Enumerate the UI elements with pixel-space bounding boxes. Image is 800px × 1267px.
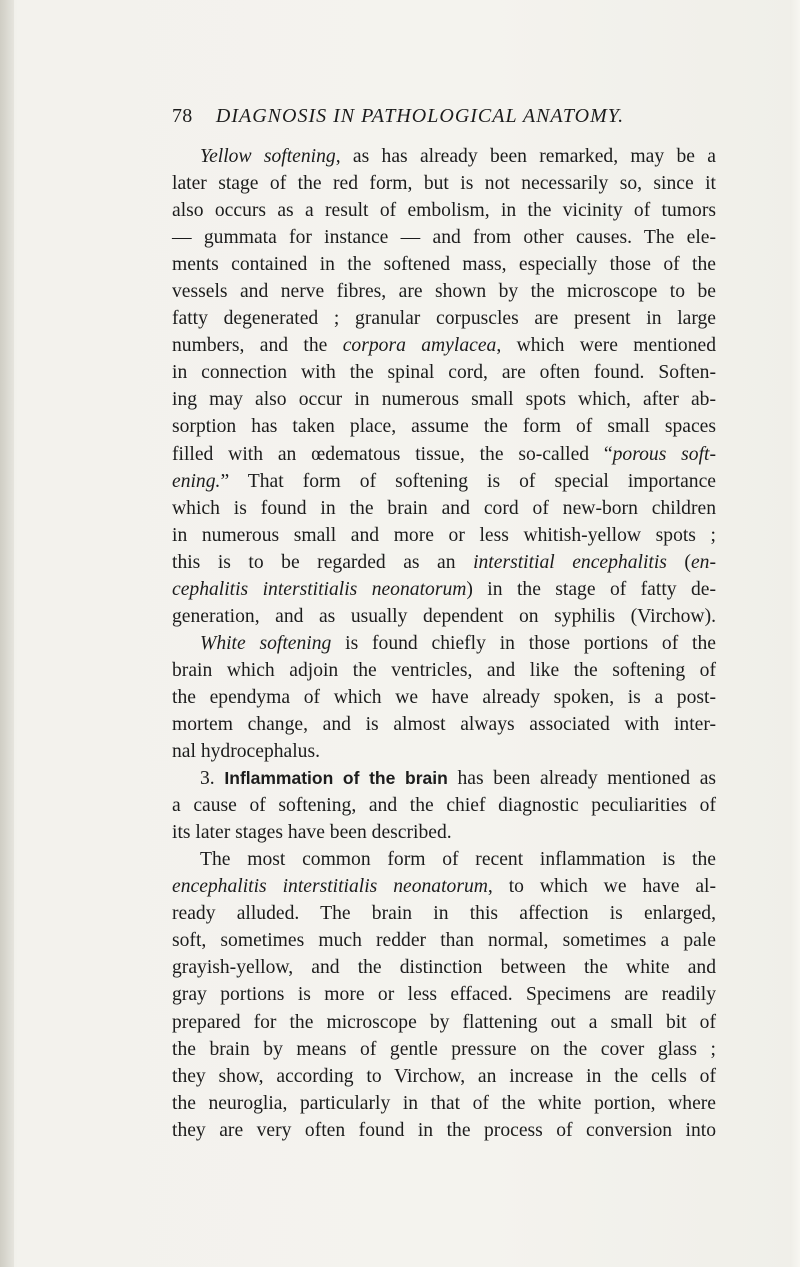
text-run: ) in the stage of fatty de- xyxy=(466,578,716,600)
text-line xyxy=(172,143,716,170)
text-line xyxy=(172,224,716,251)
text-run: ments contained in the softened mass, especially those of the xyxy=(172,254,716,276)
italic-term: White softening xyxy=(200,632,332,654)
text-line xyxy=(172,1090,716,1117)
text-line xyxy=(172,305,716,332)
text-run: brain which adjoin the ventricles, and like the softening of xyxy=(172,659,716,681)
text-run: in numerous small and more or less whitish-yellow spots ; xyxy=(172,524,716,546)
text-line xyxy=(172,468,716,495)
text-line xyxy=(172,603,716,630)
text-run: the brain by means of gentle pressure on the cover glass ; xyxy=(172,1038,716,1060)
text-run: later stage of the red form, but is not necessarily so, since it xyxy=(172,173,716,195)
text-line xyxy=(172,251,716,278)
text-run: ” That form of softening is of special importance xyxy=(220,470,716,492)
text-line xyxy=(172,549,716,576)
text-run: in connection with the spinal cord, are often found. Soften- xyxy=(172,362,716,384)
text-line xyxy=(172,684,716,711)
text-line xyxy=(172,332,716,359)
running-title: DIAGNOSIS IN PATHOLOGICAL ANATOMY. xyxy=(215,105,625,127)
text-line xyxy=(172,278,716,305)
binding-shadow xyxy=(0,0,14,1267)
italic-term: porous soft- xyxy=(612,443,716,465)
italic-term: cephalitis interstitialis neonatorum xyxy=(172,578,467,600)
text-line xyxy=(172,630,716,657)
text-run: they are very often found in the process of conversion into xyxy=(172,1119,716,1141)
text-run: ( xyxy=(666,551,691,573)
section-heading: Inflammation of the brain xyxy=(224,768,448,789)
text-line xyxy=(172,386,716,413)
text-line xyxy=(172,441,716,468)
text-line xyxy=(172,1036,716,1063)
running-header xyxy=(172,101,712,131)
text-run: , as has already been remarked, may be a xyxy=(335,146,716,167)
text-run: filled with an œdematous tissue, the so-called “ xyxy=(172,443,613,465)
text-line xyxy=(172,1117,716,1144)
text-run: — gummata for instance — and from other causes. The ele- xyxy=(172,227,716,249)
page-number: 78 xyxy=(172,105,193,127)
italic-term: interstitial encephalitis xyxy=(473,551,667,573)
text-line xyxy=(172,792,716,819)
text-line xyxy=(172,1009,716,1036)
text-run: nal hydrocephalus. xyxy=(172,741,320,763)
text-run: , to which we have al- xyxy=(487,876,717,898)
text-line xyxy=(172,522,716,549)
text-run: , which were mentioned xyxy=(496,335,717,357)
text-line xyxy=(172,711,716,738)
text-run: also occurs as a result of embolism, in the vicinity of tumors xyxy=(172,200,716,222)
text-run: its later stages have been described. xyxy=(172,822,452,844)
italic-term: corpora amylacea xyxy=(342,335,497,357)
italic-term: encephalitis interstitialis neonatorum xyxy=(172,876,488,898)
page-edge xyxy=(790,0,800,1267)
text-run: a cause of softening, and the chief diagnostic peculiarities of xyxy=(172,795,716,817)
text-run: is found chiefly in those portions of the xyxy=(331,632,716,654)
text-run: this is to be regarded as an xyxy=(172,551,474,573)
text-line xyxy=(172,1063,716,1090)
text-run: the ependyma of which we have already spoken, is a post- xyxy=(172,686,716,708)
text-line xyxy=(172,873,716,900)
text-line xyxy=(172,359,716,386)
text-run: which is found in the brain and cord of new-born children xyxy=(172,497,716,519)
body-text xyxy=(172,143,716,1144)
text-run: the neuroglia, particularly in that of the white portion, where xyxy=(172,1092,716,1114)
text-line xyxy=(172,819,716,846)
text-run: grayish-yellow, and the distinction between the white and xyxy=(172,957,716,979)
text-run: 3. xyxy=(200,768,225,790)
text-run: numbers, and the xyxy=(172,335,343,357)
text-line xyxy=(172,900,716,927)
text-line xyxy=(172,170,716,197)
text-line xyxy=(172,495,716,522)
text-line xyxy=(172,927,716,954)
text-run: fatty degenerated ; granular corpuscles are present in large xyxy=(172,308,716,330)
text-line xyxy=(172,765,716,792)
text-run: vessels and nerve fibres, are shown by the microscope to be xyxy=(172,281,716,303)
text-run: sorption has taken place, assume the form of small spaces xyxy=(172,416,716,438)
text-line xyxy=(172,738,716,765)
text-run: The most common form of recent inflammation is the xyxy=(200,849,716,871)
italic-term: en- xyxy=(690,551,716,573)
text-line xyxy=(172,846,716,873)
italic-term: Yellow softening xyxy=(200,146,336,167)
text-run: gray portions is more or less effaced. Specimens are readily xyxy=(172,984,716,1006)
text-run: soft, sometimes much redder than normal, sometimes a pale xyxy=(172,930,716,952)
text-line xyxy=(172,576,716,603)
text-run: mortem change, and is almost always associated with inter- xyxy=(172,713,716,735)
text-line xyxy=(172,981,716,1008)
italic-term: ening. xyxy=(172,470,221,492)
text-run: they show, according to Virchow, an increase in the cells of xyxy=(172,1065,716,1087)
text-line xyxy=(172,954,716,981)
text-run: ready alluded. The brain in this affection is enlarged, xyxy=(172,903,716,925)
text-run: has been already mentioned as xyxy=(447,768,717,790)
text-line xyxy=(172,197,716,224)
text-line xyxy=(172,657,716,684)
text-run: generation, and as usually dependent on syphilis (Virchow). xyxy=(172,605,716,627)
text-line xyxy=(172,413,716,440)
text-run: ing may also occur in numerous small spots which, after ab- xyxy=(172,389,716,411)
text-run: prepared for the microscope by flattening out a small bit of xyxy=(172,1011,716,1033)
